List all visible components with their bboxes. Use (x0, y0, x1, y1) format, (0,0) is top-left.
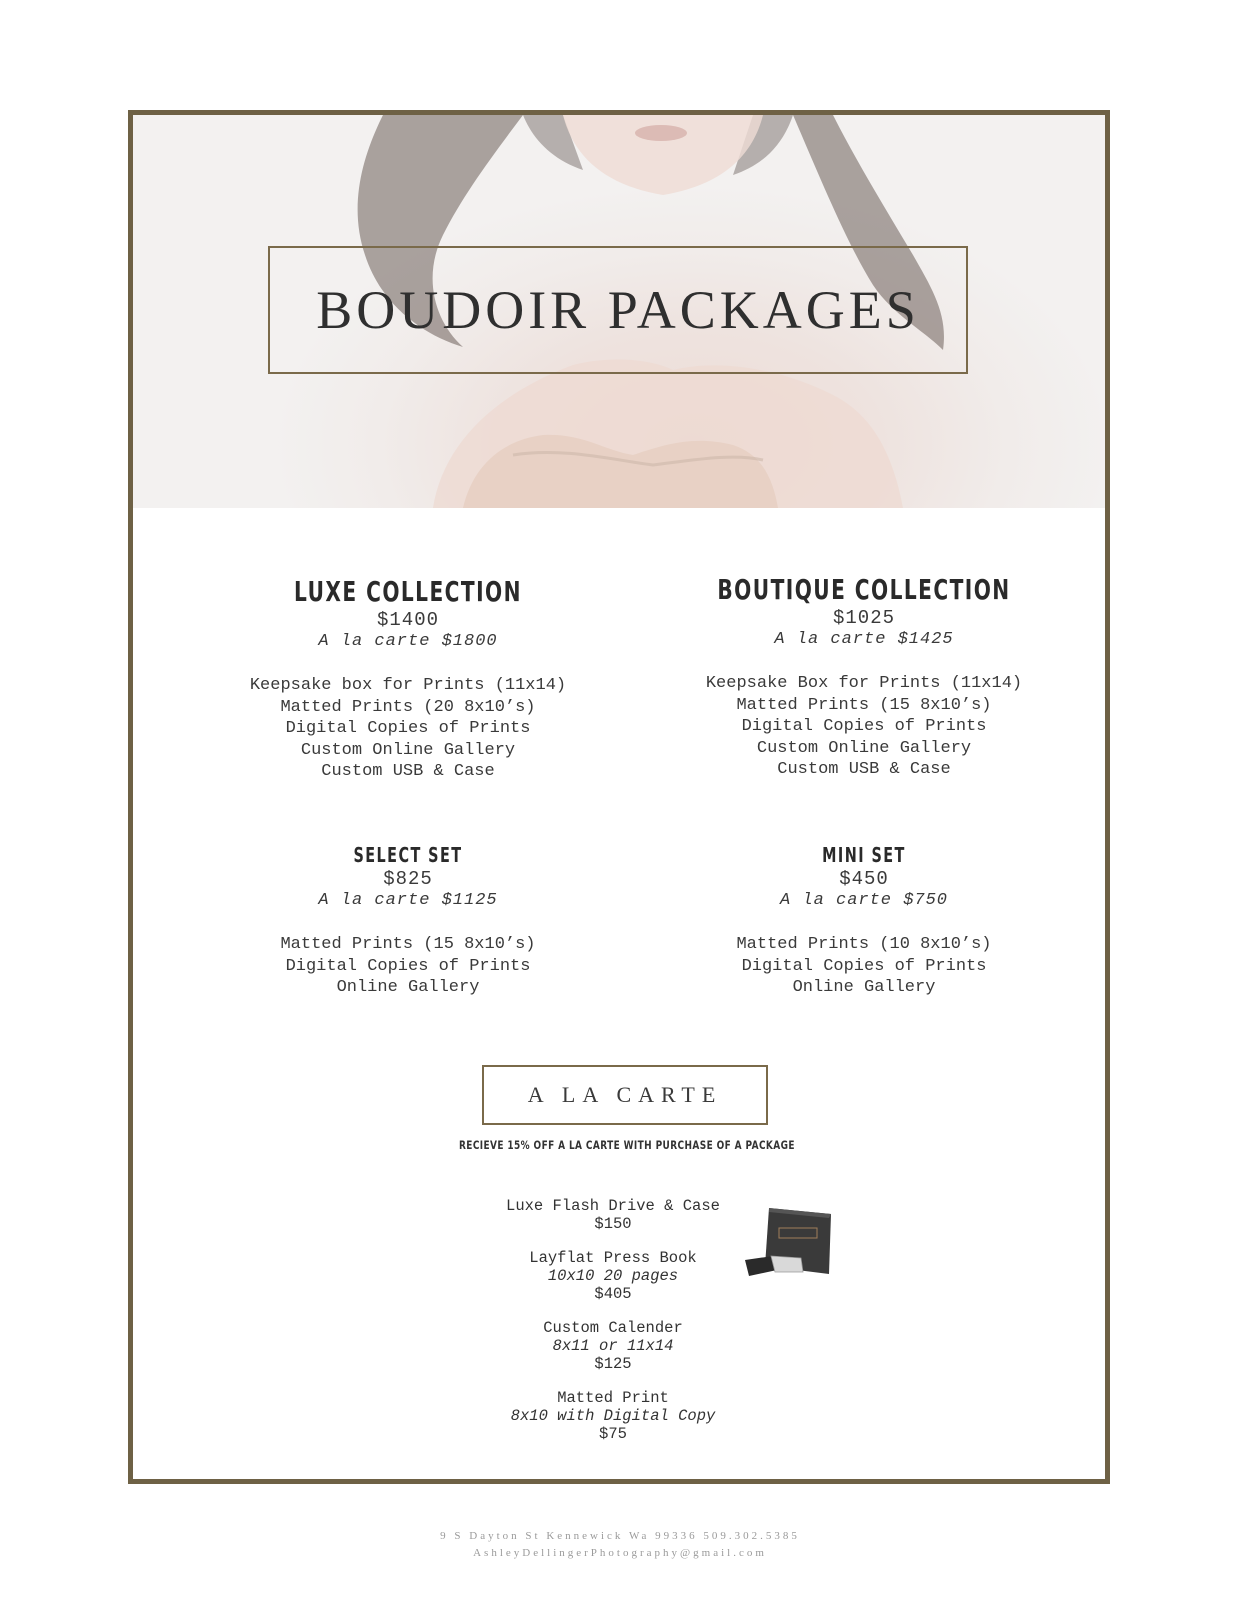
package-item: Keepsake box for Prints (11x14) (249, 676, 567, 695)
package-name: LUXE COLLECTION (294, 575, 522, 608)
a-la-carte-list (463, 1197, 763, 1459)
a-la-carte-heading-box (482, 1065, 768, 1125)
package-luxe (188, 575, 628, 783)
package-item: Custom Online Gallery (756, 738, 972, 758)
a-la-carte-title: A LA CARTE (527, 1082, 723, 1107)
package-a-la-carte-price: A la carte $750 (779, 891, 949, 910)
page-frame (128, 110, 1110, 1484)
a-la-carte-item-name: Luxe Flash Drive & Case (506, 1197, 720, 1215)
package-a-la-carte-price: A la carte $1425 (774, 630, 954, 649)
package-item: Custom USB & Case (777, 760, 951, 779)
package-item: Custom USB & Case (321, 762, 495, 781)
package-item: Matted Prints (15 8x10’s) (736, 695, 992, 715)
package-price: $825 (383, 868, 433, 890)
package-price: $1025 (832, 607, 895, 629)
a-la-carte-item (463, 1319, 763, 1373)
package-boutique (644, 573, 1084, 781)
a-la-carte-item-detail: 8x10 with Digital Copy (510, 1407, 716, 1425)
package-item: Digital Copies of Prints (741, 956, 987, 976)
a-la-carte-discount-note: RECIEVE 15% OFF A LA CARTE WITH PURCHASE OF A PACKAGE (459, 1138, 795, 1152)
package-item: Online Gallery (792, 978, 936, 997)
usb-case-image (743, 1200, 843, 1292)
footer (0, 1528, 1240, 1562)
package-select (188, 842, 628, 999)
package-item: Matted Prints (10 8x10’s) (736, 935, 992, 954)
package-a-la-carte-price: A la carte $1800 (318, 632, 498, 651)
package-item: Custom Online Gallery (300, 740, 516, 760)
package-item: Digital Copies of Prints (285, 956, 531, 976)
package-price: $1400 (376, 609, 439, 631)
package-item: Online Gallery (336, 978, 480, 997)
package-name: BOUTIQUE COLLECTION (717, 573, 1011, 606)
page-title: BOUDOIR PACKAGES (316, 280, 920, 340)
footer-address: 9 S Dayton St Kennewick Wa 99336 509.302.5385 (440, 1530, 800, 1542)
a-la-carte-item-name: Layflat Press Book (529, 1249, 697, 1267)
a-la-carte-item-price: $125 (594, 1355, 632, 1373)
a-la-carte-item (463, 1249, 763, 1303)
a-la-carte-item-price: $405 (594, 1285, 632, 1303)
package-item: Matted Prints (20 8x10’s) (280, 697, 536, 717)
title-box (268, 246, 968, 374)
package-name: MINI SET (822, 843, 906, 867)
package-a-la-carte-price: A la carte $1125 (318, 891, 498, 910)
package-item: Digital Copies of Prints (741, 717, 987, 736)
a-la-carte-item-price: $75 (599, 1425, 627, 1443)
a-la-carte-item-name: Matted Print (557, 1389, 669, 1407)
package-item: Digital Copies of Prints (285, 719, 531, 738)
a-la-carte-item-name: Custom Calender (543, 1319, 683, 1337)
package-item: Keepsake Box for Prints (11x14) (705, 674, 1023, 693)
a-la-carte-item-detail: 8x11 or 11x14 (552, 1337, 674, 1355)
a-la-carte-item-price: $150 (594, 1215, 632, 1233)
a-la-carte-item (463, 1389, 763, 1443)
footer-email: AshleyDellingerPhotography@gmail.com (473, 1547, 767, 1559)
a-la-carte-item (463, 1197, 763, 1233)
package-mini (644, 842, 1084, 999)
a-la-carte-item-detail: 10x10 20 pages (547, 1267, 679, 1285)
package-name: SELECT SET (353, 843, 463, 867)
package-price: $450 (839, 868, 889, 890)
package-item: Matted Prints (15 8x10’s) (280, 935, 536, 954)
